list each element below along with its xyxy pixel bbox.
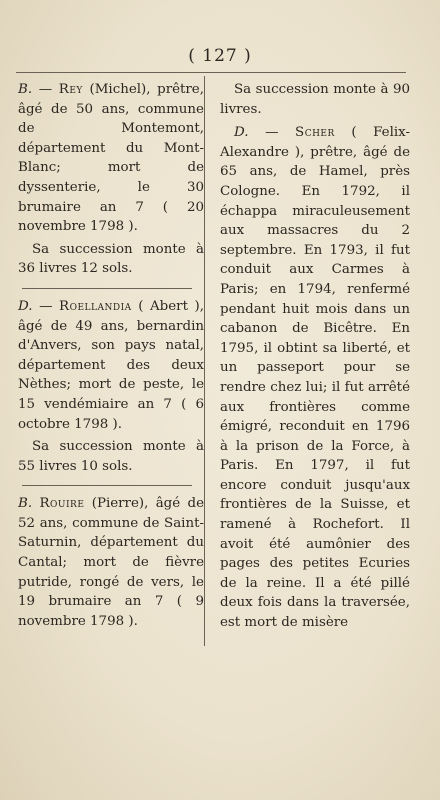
- entry-lead: B. —: [18, 82, 59, 97]
- entry-lead: B.: [18, 496, 40, 512]
- entry-scher: [220, 123, 410, 632]
- entry-details: (Pierre), âgé de 52 ans, commune de Saint-Saturnin, département du Cantal; mort de fièvre putride, rongé de vers, le 19 brumaire an 7 ( 9 novembre 1798 ).: [18, 496, 204, 629]
- column-divider: [204, 76, 205, 646]
- entry-rey: [18, 80, 204, 279]
- entry-name: Roellandia: [59, 298, 132, 314]
- entry-lead: D. —: [18, 298, 60, 314]
- entry-text: [18, 80, 204, 237]
- left-column: [18, 80, 204, 631]
- entry-roellandia: [18, 297, 204, 476]
- entry-lead: D. —: [234, 125, 296, 141]
- right-column: [220, 80, 410, 633]
- entry-name: Rouire: [39, 496, 85, 512]
- entry-details: ( Felix-Alexandre ), prêtre, âgé de 65 ans, de Hamel, près Cologne. En 1792, il échappa miraculeusement aux massacres du 2 septembre. En 1793, il fut conduit aux Carmes à Paris; en 1794, renfermé pendant huit mois dans un cabanon de Bicêtre. En 1795, il obtint sa liberté, et un passeport pour se rendre chez lui; il fut arrêté aux frontières comme émigré, reconduit en 1796 à la prison de la Force, à Paris. En 1797, il fut encore conduit jusqu'aux frontières de la Suisse, et ramené à Rochefort. Il avoit été aumônier des pages des petites Ecuries de la reine. Il a été pillé deux fois dans la traversée, est mort de misère: [220, 125, 410, 631]
- entry-separator: [22, 288, 192, 289]
- entry-rouire: [18, 494, 204, 631]
- entry-succession: Sa succession monte à 55 livres 10 sols.: [18, 439, 204, 474]
- entry-text: [18, 494, 204, 631]
- page-number: ( 127 ): [188, 46, 252, 66]
- header-rule: [16, 72, 406, 73]
- entry-details: (Michel), prêtre, âgé de 50 ans, commune de Montemont, département du Mont-Blanc; mort de dyssenterie, le 30 brumaire an 7 ( 20 novembre 1798 ).: [18, 82, 204, 235]
- entry-text: [18, 297, 204, 434]
- continued-succession: Sa succession monte à 90 livres.: [220, 82, 410, 117]
- entry-succession: Sa succession monte à 36 livres 12 sols.: [18, 241, 204, 277]
- entry-details: ( Abert ), âgé de 49 ans, bernardin d'Anvers, son pays natal, département des deux Nèthes; mort de peste, le 15 vendémiaire an 7 ( 6 octobre 1798 ).: [18, 298, 204, 432]
- entry-name: Rey: [58, 82, 83, 97]
- entry-separator: [22, 485, 192, 486]
- entry-name: Scher: [295, 125, 335, 141]
